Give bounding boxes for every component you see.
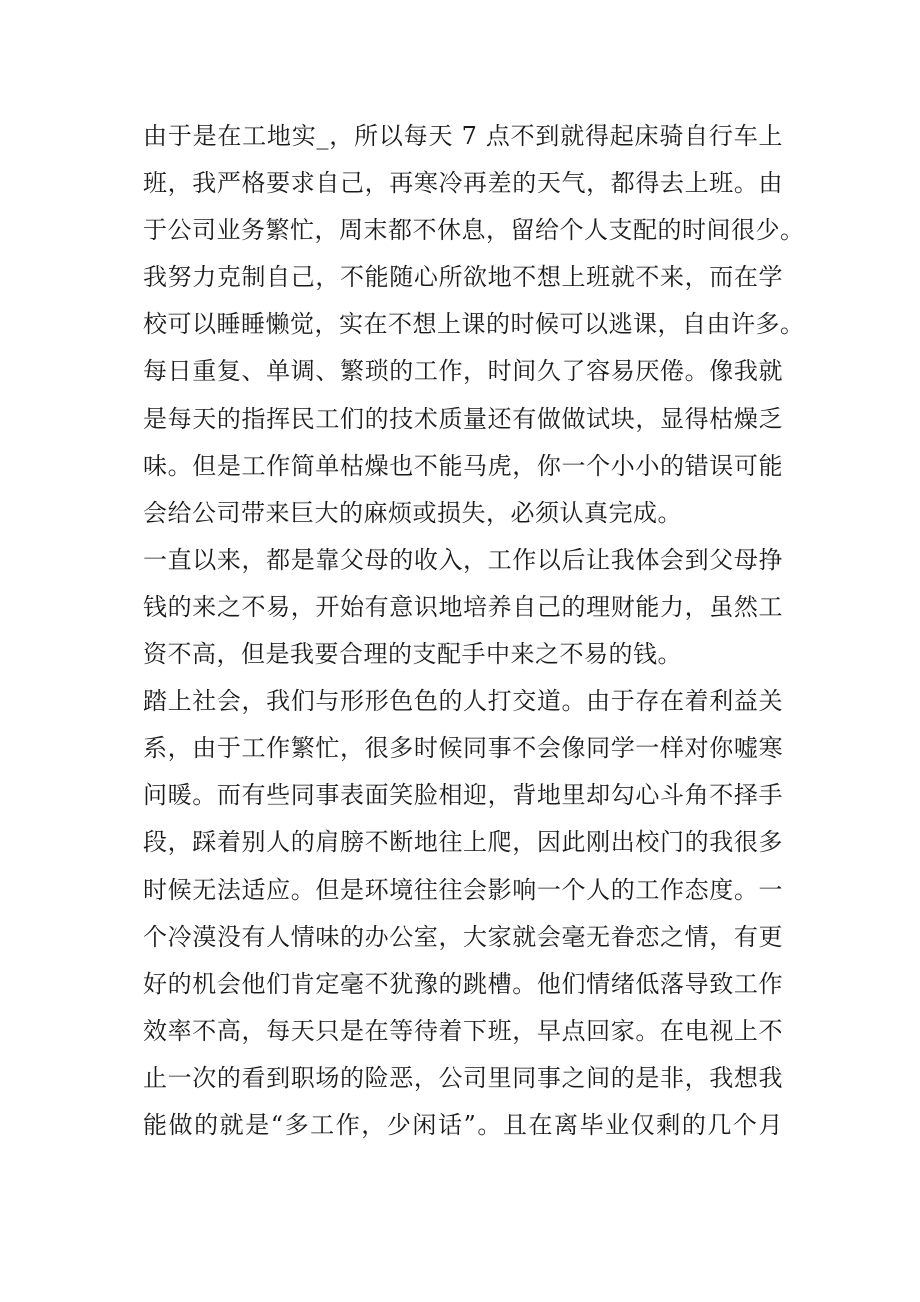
text-line: 时候无法适应。但是环境往往会影响一个人的工作态度。一: [143, 875, 783, 904]
text-line: 每日重复、单调、繁琐的工作，时间久了容易厌倦。像我就: [143, 357, 783, 386]
text-line: 一直以来，都是靠父母的收入，工作以后让我体会到父母挣: [143, 545, 783, 574]
text-line: 校可以睡睡懒觉，实在不想上课的时候可以逃课，自由许多。: [143, 310, 805, 339]
text-line: 会给公司带来巨大的麻烦或损失，必须认真完成。: [143, 498, 682, 527]
text-line: 个冷漠没有人情味的办公室，大家就会毫无眷恋之情，有更: [143, 922, 783, 951]
text-line: 段，踩着别人的肩膀不断地往上爬，因此刚出校门的我很多: [143, 828, 783, 857]
text-line: 我努力克制自己，不能随心所欲地不想上班就不来，而在学: [143, 263, 783, 292]
text-line: 问暖。而有些同事表面笑脸相迎，背地里却勾心斗角不择手: [143, 781, 783, 810]
text-line: 资不高，但是我要合理的支配手中来之不易的钱。: [143, 640, 682, 669]
text-line: 踏上社会，我们与形形色色的人打交道。由于存在着利益关: [143, 687, 783, 716]
text-line: 能做的就是“多工作，少闲话”。且在离毕业仅剩的几个月: [143, 1110, 783, 1139]
text-line: 止一次的看到职场的险恶，公司里同事之间的是非，我想我: [143, 1063, 783, 1092]
document-body: [143, 113, 805, 1149]
text-line: 好的机会他们肯定毫不犹豫的跳槽。他们情绪低落导致工作: [143, 969, 783, 998]
text-line: 是每天的指挥民工们的技术质量还有做做试块，显得枯燥乏: [143, 404, 783, 433]
text-line: 味。但是工作简单枯燥也不能马虎，你一个小小的错误可能: [143, 451, 783, 480]
text-line: 系，由于工作繁忙，很多时候同事不会像同学一样对你嘘寒: [143, 734, 783, 763]
text-line: 效率不高，每天只是在等待着下班，早点回家。在电视上不: [143, 1016, 783, 1045]
text-line: 于公司业务繁忙，周末都不休息，留给个人支配的时间很少。: [143, 216, 805, 245]
text-line: 由于是在工地实_，所以每天 7 点不到就得起床骑自行车上: [143, 122, 783, 150]
text-line: 班，我严格要求自己，再寒冷再差的天气，都得去上班。由: [143, 169, 783, 198]
text-line: 钱的来之不易，开始有意识地培养自己的理财能力，虽然工: [143, 592, 783, 621]
